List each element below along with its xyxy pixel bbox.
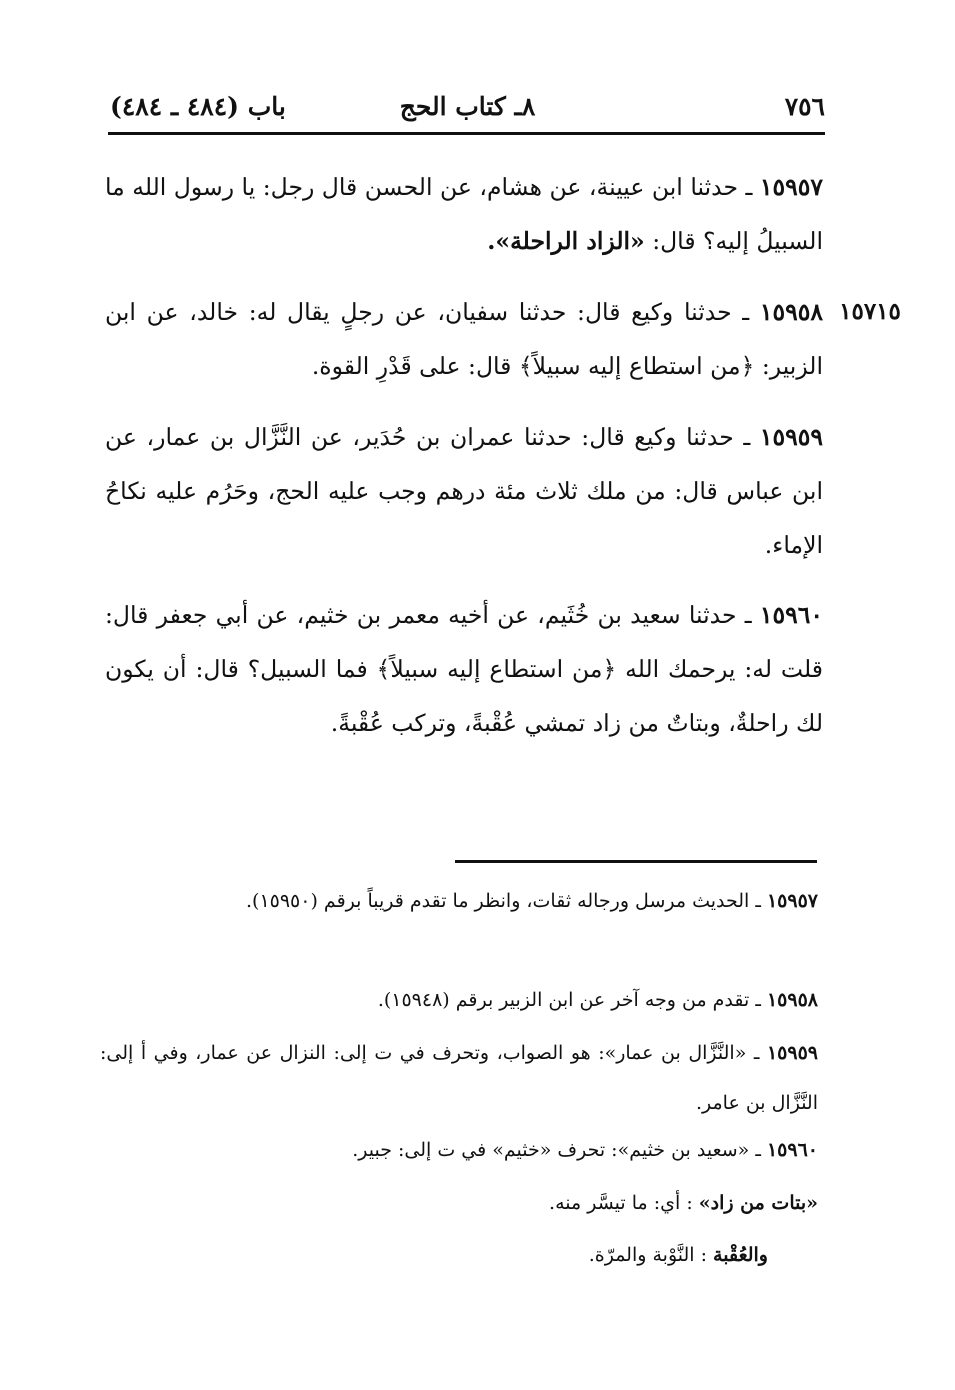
- hadith-number: ١٥٩٥٨: [759, 298, 823, 326]
- footnote-number: ١٥٩٥٩: [766, 1042, 818, 1064]
- hadith-text: ـ حدثنا وكيع قال: حدثنا عمران بن حُدَير، عن النَّزَّال بن عمار، عن ابن عباس قال: من ملك ثلاث مئة درهم وجب عليه الحج، وحَرُم عليه نكاحُ الإماء.: [105, 423, 823, 559]
- footnote-15959: [100, 1028, 818, 1128]
- footnote-15960: [120, 1125, 818, 1175]
- footnote-number: ١٥٩٥٨: [766, 989, 818, 1011]
- hadith-quote: «الزاد الراحلة».: [487, 227, 645, 255]
- footnote-text: ـ «سعيد بن خثيم»: تحرف «خثيم» في ت إلى: جبير.: [352, 1139, 761, 1161]
- hadith-text: ـ حدثنا وكيع قال: حدثنا سفيان، عن رجلٍ يقال له: خالد، عن ابن الزبير: ﴿من استطاع إليه سبيلاً﴾ قال: على قَدْرِ القوة.: [105, 298, 823, 380]
- footnote-text: ـ الحديث مرسل ورجاله ثقات، وانظر ما تقدم قريباً برقم (١٥٩٥٠).: [245, 890, 761, 912]
- gloss-text: : أي: ما تيسَّر منه.: [549, 1192, 693, 1214]
- footnote-gloss-batat: [120, 1178, 818, 1228]
- hadith-15960: [105, 588, 823, 750]
- hadith-number: ١٥٩٥٩: [759, 423, 823, 451]
- hadith-text: ـ حدثنا سعيد بن خُثَيم، عن أخيه معمر بن خثيم، عن أبي جعفر قال: قلت له: يرحمك الله ﴿من استطاع إليه سبيلاً﴾ فما السبيل؟ قال: أن يكون لك راحلةٌ، وبتاتٌ من زاد تمشي عُقْبةً، وتركب عُقْبةً.: [105, 601, 823, 737]
- footnote-15957: [100, 876, 818, 926]
- footnote-divider: [455, 860, 817, 863]
- footnote-text: ـ تقدم من وجه آخر عن ابن الزبير برقم (١٥٩٤٨).: [377, 989, 761, 1011]
- chapter-label: باب (٤٨٤ ـ ٤٨٤): [110, 91, 286, 121]
- gloss-term: والعُقْبة: [713, 1244, 768, 1266]
- hadith-number: ١٥٩٥٧: [759, 173, 823, 201]
- gloss-text: : النَّوْبة والمرّة.: [588, 1244, 707, 1266]
- footnote-number: ١٥٩٥٧: [766, 890, 818, 912]
- header-divider: [108, 132, 825, 135]
- book-title: ٨ـ كتاب الحج: [399, 91, 536, 121]
- hadith-15959: [105, 410, 823, 572]
- footnote-gloss-uqba: [120, 1230, 768, 1280]
- page-header: [110, 86, 825, 126]
- footnote-number: ١٥٩٦٠: [766, 1139, 818, 1161]
- footnote-15958: [100, 975, 818, 1025]
- gloss-term: «بتات من زاد»: [698, 1192, 818, 1214]
- margin-number: ١٥٧١٥: [839, 298, 901, 325]
- page-number: ٧٥٦: [784, 91, 825, 121]
- hadith-15957: [105, 160, 823, 268]
- hadith-15958: [105, 285, 823, 393]
- footnote-text: ـ «النَّزَّال بن عمار»: هو الصواب، وتحرف في ت إلى: النزال عن عمار، وفي أ إلى: النَّزَّال بن عامر.: [100, 1042, 818, 1114]
- hadith-number: ١٥٩٦٠: [759, 601, 823, 629]
- hadith-text: ـ حدثنا ابن عيينة، عن هشام، عن الحسن قال رجل: يا رسول الله ما السبيلُ إليه؟ قال:: [105, 173, 823, 255]
